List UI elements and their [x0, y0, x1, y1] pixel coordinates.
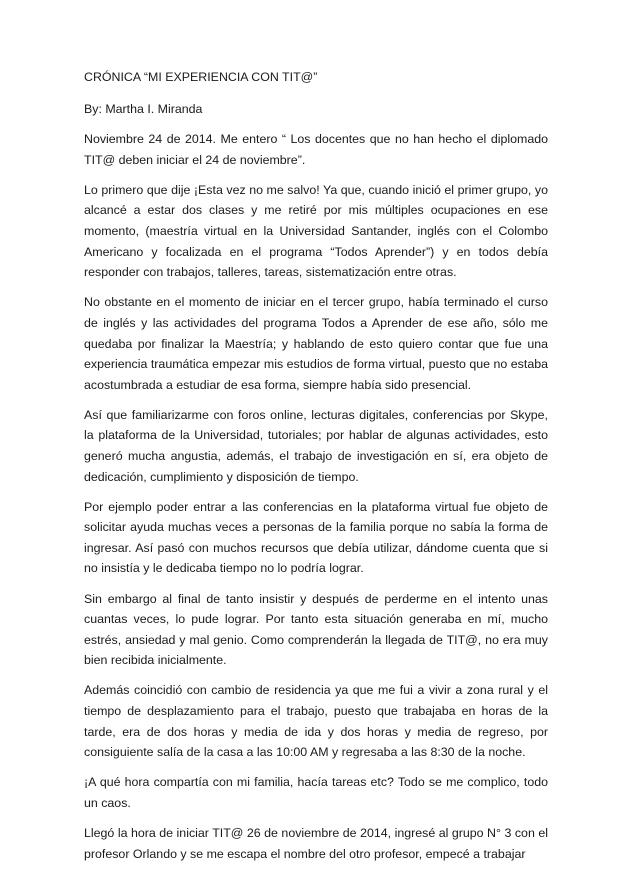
paragraph-9: Llegó la hora de iniciar TIT@ 26 de noviembre de 2014, ingresé al grupo N° 3 con el profesor Orlando y se me escapa el nombre del otro profesor, empecé a trabajar — [84, 826, 548, 861]
paragraph-5: Por ejemplo poder entrar a las conferencias en la plataforma virtual fue objeto de solicitar ayuda muchas veces a personas de la familia porque no sabía la forma de ingresar. Así pasó con muchos recursos que debía utilizar, dándome cuenta que si no insistía y le dedicaba tiempo no lo podría lograr. — [84, 499, 548, 576]
paragraph-4: Así que familiarizarme con foros online, lecturas digitales, conferencias por Skype, la plataforma de la Universidad, tutoriales; por hablar de algunas actividades, esto generó mucha angustia, además, el trabajo de investigación en sí, era objeto de dedicación, cumplimiento y disposición de tiempo. — [84, 407, 548, 484]
paragraph-2: Lo primero que dije ¡Esta vez no me salvo! Ya que, cuando inició el primer grupo, yo alcancé a estar dos clases y me retiré por mis múltiples ocupaciones en ese momento, (maestría virtual en la Universidad Santander, inglés con el Colombo Americano y focalizada en el programa “Todos Aprender”) y en todos debía responder con trabajos, talleres, tareas, sistematización entre otras. — [84, 182, 548, 280]
document-title: CRÓNICA “MI EXPERIENCIA CON TIT@” — [84, 70, 318, 84]
paragraph-3: No obstante en el momento de iniciar en el tercer grupo, había terminado el curso de inglés y las actividades del programa Todos a Aprender de ese año, sólo me quedaba por finalizar la Maestría; y hablando de esto quiero contar que fue una experiencia traumática empezar mis estudios de forma virtual, puesto que no estaba acostumbrada a estudiar de esa forma, siempre había sido presencial. — [84, 295, 548, 392]
paragraph-6: Sin embargo al final de tanto insistir y después de perderme en el intento unas cuantas veces, lo pude lograr. Por tanto esta situación generaba en mí, mucho estrés, ansiedad y mal genio. Como comprenderán la llegada de TIT@, no era muy bien recibida inicialmente. — [84, 591, 548, 668]
document-author: By: Martha I. Miranda — [84, 101, 203, 116]
document-body — [84, 67, 548, 874]
paragraph-1: Noviembre 24 de 2014. Me entero “ Los docentes que no han hecho el diplomado TIT@ deben iniciar el 24 de noviembre”. — [84, 132, 548, 167]
paragraph-7: Además coincidió con cambio de residencia ya que me fui a vivir a zona rural y el tiempo de desplazamiento para el trabajo, puesto que trabajaba en horas de la tarde, era de dos horas y media de ida y dos horas y media de regreso, por consiguiente salía de la casa a las 10:00 AM y regresaba a las 8:30 de la noche. — [84, 683, 548, 760]
paragraph-8: ¡A qué hora compartía con mi familia, hacía tareas etc? Todo se me complico, todo un caos. — [84, 775, 548, 810]
